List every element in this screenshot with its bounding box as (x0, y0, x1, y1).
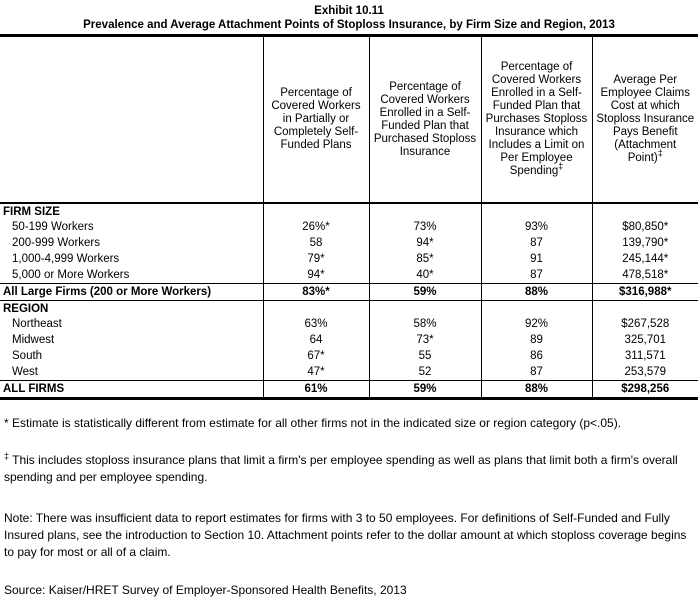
cell-value: 58% (369, 316, 481, 332)
col-header-purchased-stoploss (369, 37, 481, 203)
cell-value: 67* (263, 348, 369, 364)
exhibit-number: Exhibit 10.11 (314, 5, 384, 17)
row-label: Northeast (12, 318, 62, 330)
cell-value: 64 (263, 332, 369, 348)
table-row (0, 219, 698, 235)
table-row (0, 316, 698, 332)
cell-value: $298,256 (592, 381, 698, 399)
footnote-statistical: * Estimate is statistically different from estimate for all other firms not in the indicated size or region category (p<.05). (4, 416, 622, 430)
total-row-all-large-firms (0, 284, 698, 301)
cell-value: 73% (369, 219, 481, 235)
col-header-per-employee-limit (481, 37, 592, 203)
cell-value: 63% (263, 316, 369, 332)
table-row (0, 251, 698, 267)
cell-value: 311,571 (592, 348, 698, 364)
cell-value: 93% (481, 219, 592, 235)
cell-value: 92% (481, 316, 592, 332)
cell-value: 58 (263, 235, 369, 251)
table-row (0, 348, 698, 364)
cell-value: 91 (481, 251, 592, 267)
cell-value: 47* (263, 364, 369, 381)
cell-value: 79* (263, 251, 369, 267)
exhibit-title-block (0, 0, 698, 37)
cell-value: 245,144* (592, 251, 698, 267)
empty-cell (369, 203, 481, 219)
cell-value: 52 (369, 364, 481, 381)
col-header-self-funded (263, 37, 369, 203)
footnote-dagger-text: This includes stoploss insurance plans that limit a firm's per employee spending as well as plans that limit both a firm's overall spending and per employee spending. (4, 453, 678, 484)
empty-cell (481, 203, 592, 219)
footnote-source: Source: Kaiser/HRET Survey of Employer-Sponsored Health Benefits, 2013 (4, 583, 407, 597)
table-header (0, 37, 698, 203)
table-row (0, 364, 698, 381)
table-row (0, 235, 698, 251)
col-header-text: Percentage of Covered Workers Enrolled in a Self-Funded Plan that Purchases Stoploss Insurance which Includes a Limit on Per Employee Spending (485, 61, 588, 177)
row-label: All Large Firms (200 or More Workers) (0, 284, 263, 301)
empty-cell (263, 301, 369, 317)
cell-value: 83%* (263, 284, 369, 301)
corner-cell (0, 37, 263, 203)
col-header-text: Percentage of Covered Workers in Partially or Completely Self-Funded Plans (271, 87, 361, 151)
table-row (0, 267, 698, 284)
row-label: Midwest (12, 334, 55, 346)
empty-cell (592, 301, 698, 317)
col-header-attachment-point (592, 37, 698, 203)
cell-value: 55 (369, 348, 481, 364)
cell-value: 253,579 (592, 364, 698, 381)
cell-value: 478,518* (592, 267, 698, 284)
row-label: 50-199 Workers (12, 221, 94, 233)
cell-value: 89 (481, 332, 592, 348)
cell-value: $267,528 (592, 316, 698, 332)
row-label: ALL FIRMS (0, 381, 263, 399)
stoploss-table (0, 37, 698, 400)
exhibit-subtitle: Prevalence and Average Attachment Points of Stoploss Insurance, by Firm Size and Region, 2013 (83, 19, 615, 31)
col-header-sup: ‡ (657, 148, 663, 159)
cell-value: 325,701 (592, 332, 698, 348)
cell-value: 85* (369, 251, 481, 267)
cell-value: 94* (263, 267, 369, 284)
footnote-dagger (4, 452, 694, 486)
section-label: FIRM SIZE (3, 205, 60, 218)
total-row-all-firms (0, 381, 698, 399)
footnote-note: Note: There was insufficient data to report estimates for firms with 3 to 50 employees. For definitions of Self-Funded and Fully Insured plans, see the introduction to Section 10. Attachment points refer to the dollar amount at which stoploss coverage begins to pay for most or all of a claim. (4, 511, 687, 559)
cell-value: $80,850* (592, 219, 698, 235)
cell-value: 88% (481, 381, 592, 399)
cell-value: 59% (369, 381, 481, 399)
row-label: West (12, 366, 38, 378)
cell-value: 87 (481, 364, 592, 381)
table-body (0, 203, 698, 399)
row-label: 1,000-4,999 Workers (12, 253, 120, 265)
section-row-region (0, 301, 698, 317)
row-label: 5,000 or More Workers (12, 269, 130, 281)
empty-cell (263, 203, 369, 219)
section-row-firm-size (0, 203, 698, 219)
col-header-sup: ‡ (558, 161, 564, 172)
empty-cell (592, 203, 698, 219)
cell-value: 40* (369, 267, 481, 284)
cell-value: 86 (481, 348, 592, 364)
dagger-symbol: ‡ (4, 451, 10, 461)
cell-value: 26%* (263, 219, 369, 235)
empty-cell (481, 301, 592, 317)
cell-value: 59% (369, 284, 481, 301)
col-header-text: Average Per Employee Claims Cost at which Stoploss Insurance Pays Benefit (Attachment Point) (596, 74, 695, 164)
row-label: South (12, 350, 43, 362)
cell-value: 88% (481, 284, 592, 301)
section-label: REGION (0, 301, 263, 317)
table-row (0, 332, 698, 348)
cell-value: 94* (369, 235, 481, 251)
cell-value: 73* (369, 332, 481, 348)
col-header-text: Percentage of Covered Workers Enrolled in a Self-Funded Plan that Purchased Stoploss Insurance (373, 80, 477, 158)
cell-value: 87 (481, 235, 592, 251)
cell-value: $316,988* (592, 284, 698, 301)
empty-cell (369, 301, 481, 317)
cell-value: 139,790* (592, 235, 698, 251)
cell-value: 87 (481, 267, 592, 284)
cell-value: 61% (263, 381, 369, 399)
footnotes-block (0, 415, 698, 599)
row-label: 200-999 Workers (12, 237, 100, 249)
